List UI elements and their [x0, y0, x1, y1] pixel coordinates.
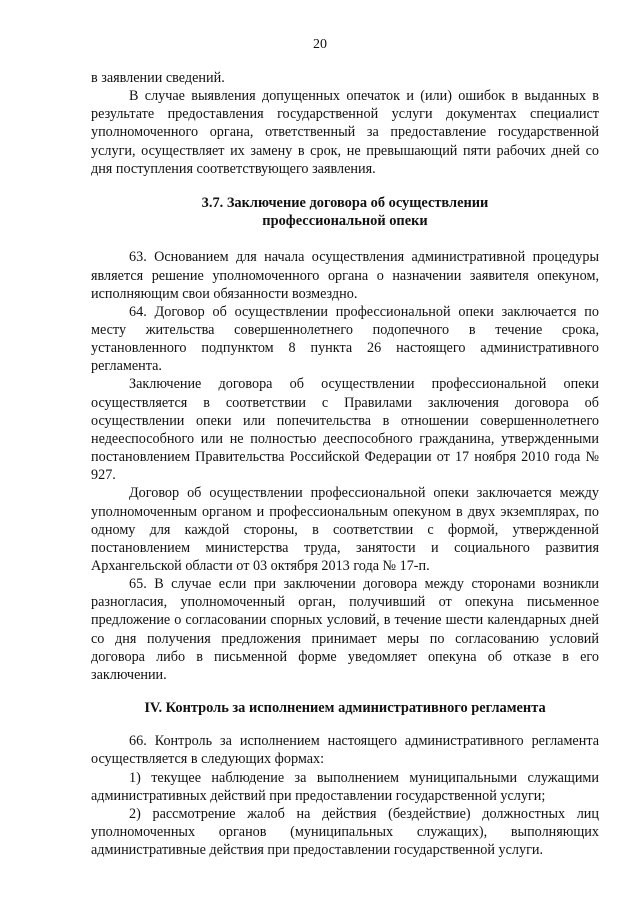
section-3-7-heading-line1: 3.7. Заключение договора об осуществлении — [201, 194, 489, 211]
paragraph-64: 64. Договор об осуществлении профессиональной опеки заключается по месту жительства совершеннолетнего подопечного в течение срока, установленного подпунктом 8 пункта 26 настоящего административного регламента. — [91, 303, 599, 375]
paragraph-contract-rules: Заключение договора об осуществлении профессиональной опеки осуществляется в соответствии с Правилами заключения договора об осуществлении опеки или попечительства в отношении совершеннолетнего недееспособного или не полностью дееспособного гражданина, утвержденными постановлением Правительства Российской Федерации от 17 ноября 2010 года № 927. — [91, 376, 599, 484]
paragraph-contract-parties: Договор об осуществлении профессиональной опеки заключается между уполномоченным органом и профессиональным опекуном в двух экземплярах, по одному для каждой стороны, в соответствии с формой, утвержденной постановлением министерства труда, занятости и социального развития Архангельской области от 03 октября 2013 года № 17-п. — [91, 485, 599, 574]
paragraph-typo-correction: В случае выявления допущенных опечаток и (или) ошибок в выданных в результате предоставления государственной услуги документах специалист уполномоченного органа, ответственный за предоставление государственной услуги, осуществляет их замену в срок, не превышающий пяти рабочих дней со дня поступления соответствующего заявления. — [91, 88, 599, 177]
paragraph-continuation: в заявлении сведений. — [91, 70, 225, 86]
section-3-7-heading-line2: профессиональной опеки — [262, 213, 428, 230]
section-iv-heading: IV. Контроль за исполнением административного регламента — [144, 700, 546, 717]
list-item-2: 2) рассмотрение жалоб на действия (бездействие) должностных лиц уполномоченных органов (муниципальных служащих), выполняющих административные действия при предоставлении государственной услуги. — [91, 805, 599, 859]
paragraph-65: 65. В случае если при заключении договора между сторонами возникли разногласия, уполномоченный орган, получивший от опекуна письменное предложение о согласовании спорных условий, в течение шести календарных дней со дня получения предложения принимает меры по согласованию условий договора либо в письменной форме уведомляет опекуна об отказе в его заключении. — [91, 576, 599, 683]
list-item-1: 1) текущее наблюдение за выполнением муниципальными служащими административных действий при предоставлении государственной услуги; — [91, 769, 599, 804]
page-number: 20 — [313, 37, 327, 52]
paragraph-63: 63. Основанием для начала осуществления административной процедуры является решение уполномоченного органа о назначении заявителя опекуном, исполняющим свои обязанности возмездно. — [91, 249, 599, 302]
document-body — [91, 69, 599, 859]
paragraph-66: 66. Контроль за исполнением настоящего административного регламента осуществляется в следующих формах: — [91, 733, 599, 768]
